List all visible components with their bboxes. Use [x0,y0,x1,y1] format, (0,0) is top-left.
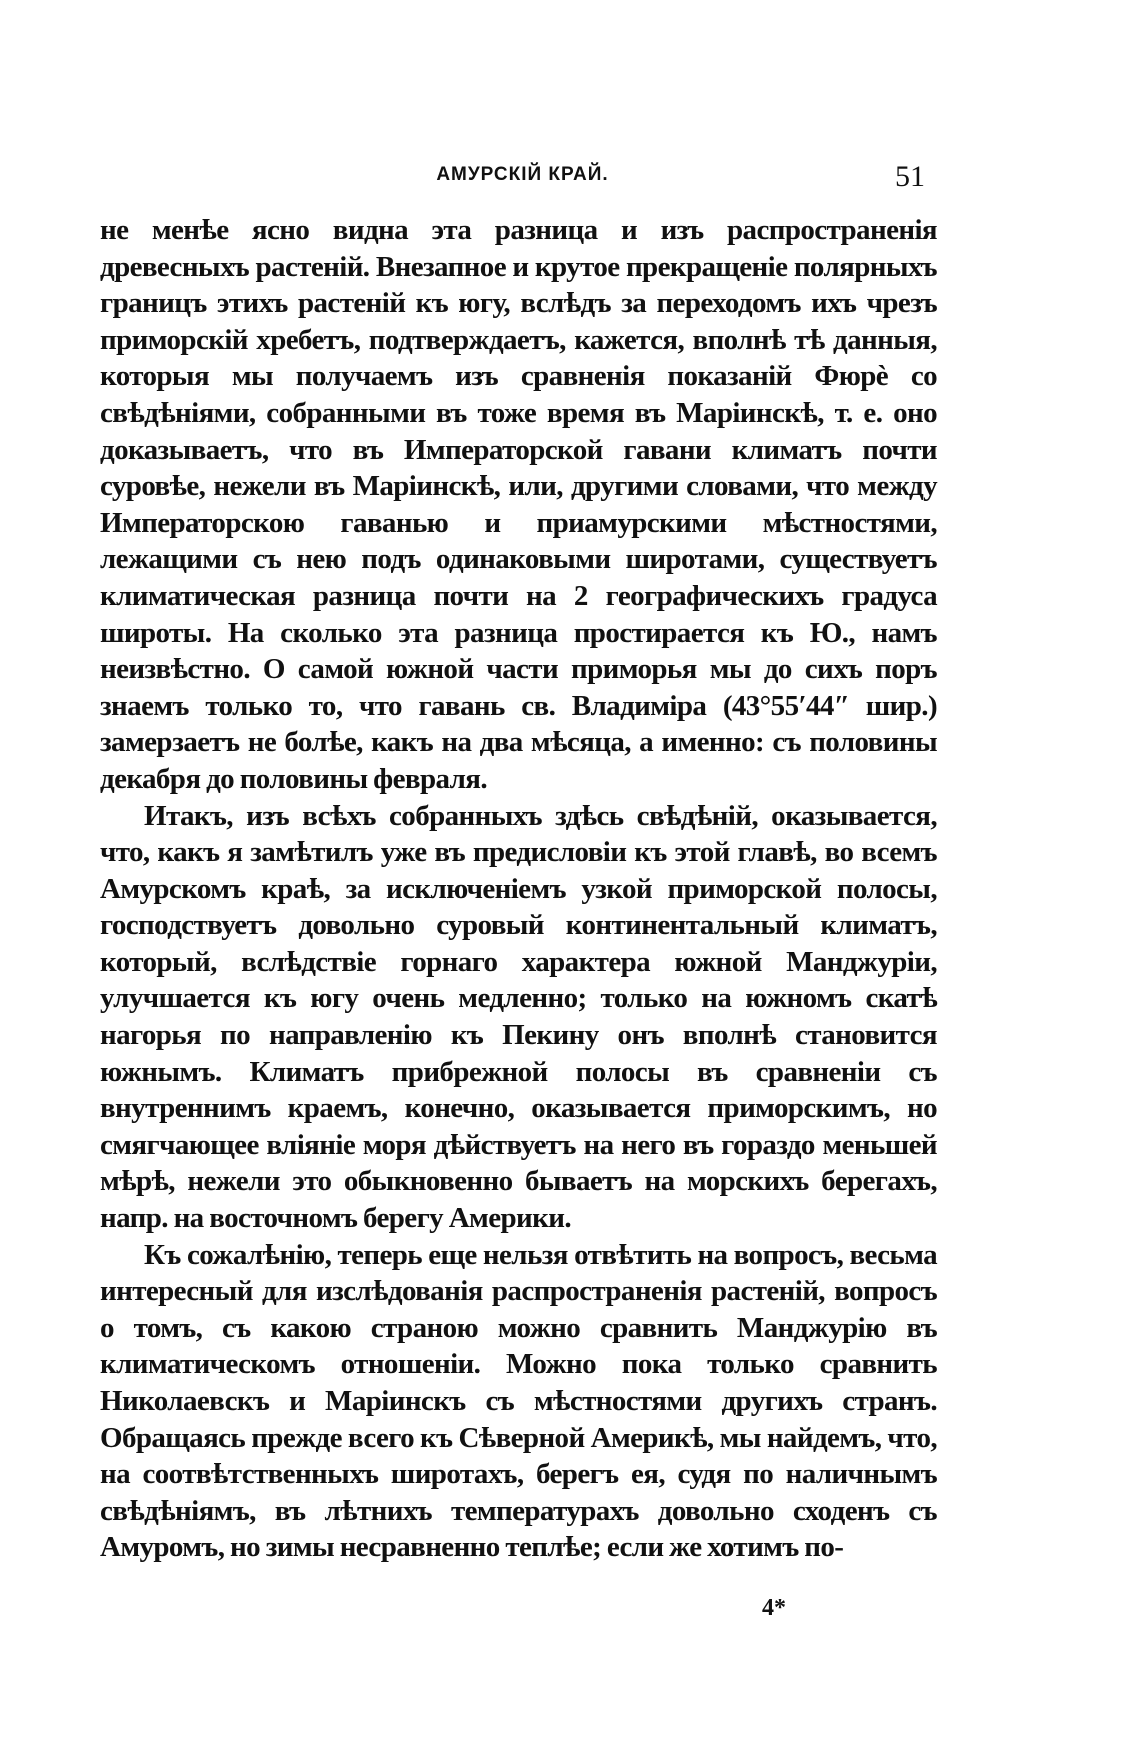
paragraph-2: Итакъ, изъ всѣхъ собранныхъ здѣсь свѣдѣній, оказывается, что, какъ я замѣтилъ уже въ предисловіи къ этой главѣ, во всемъ Амурскомъ краѣ, за исключеніемъ узкой приморской полосы, господствуетъ довольно суровый континентальный климатъ, который, вслѣдствіе горнаго характера южной Манджуріи, улучшается къ югу очень медленно; только на южномъ скатѣ нагорья по направленію къ Пекину онъ вполнѣ становится южнымъ. Климатъ прибрежной полосы въ сравненіи съ внутреннимъ краемъ, конечно, оказывается приморскимъ, но смягчающее вліяніе моря дѣйствуетъ на него въ гораздо меньшей мѣрѣ, нежели это обыкновенно бываетъ на морскихъ берегахъ, напр. на восточномъ берегу Америки. [100,799,937,1235]
signature-mark: 4* [762,1595,786,1621]
paragraph-3: Къ сожалѣнію, теперь еще нельзя отвѣтить на вопросъ, весьма интересный для изслѣдованія распространенія растеній, вопросъ о томъ, съ какою страною можно сравнить Манджурію въ климатическомъ отношеніи. Можно пока только сравнить Николаевскъ и Маріинскъ съ мѣстностями другихъ странъ. Обращаясь прежде всего къ Сѣверной Америкѣ, мы найдемъ, что, на соотвѣтственныхъ широтахъ, берегъ ея, судя по наличнымъ свѣдѣніямъ, въ лѣтнихъ температурахъ довольно сходенъ съ Амуромъ, но зимы несравненно теплѣе; если же хотимъ по- [100,1238,937,1564]
body-text [100,212,937,1566]
page-number: 51 [895,160,925,193]
paragraph-1: не менѣе ясно видна эта разница и изъ распространенія древесныхъ растеній. Внезапное и крутое прекращеніе полярныхъ границъ этихъ растеній къ югу, вслѣдъ за переходомъ ихъ чрезъ приморскій хребетъ, подтверждаетъ, кажется, вполнѣ тѣ данныя, которыя мы получаемъ изъ сравненія показаній Фюрè со свѣдѣніями, собранными въ тоже время въ Маріинскѣ, т. е. оно доказываетъ, что въ Императорской гавани климатъ почти суровѣе, нежели въ Маріинскѣ, или, другими словами, что между Императорскою гаванью и приамурскими мѣстностями, лежащими съ нею подъ одинаковыми широтами, существуетъ климатическая разница почти на 2 географическихъ градуса широты. На сколько эта разница простирается къ Ю., намъ неизвѣстно. О самой южной части приморья мы до сихъ поръ знаемъ только то, что гавань св. Владиміра (43°55′44″ шир.) замерзаетъ не болѣе, какъ на два мѣсяца, а именно: съ половины декабря до половины февраля. [100,214,937,795]
running-title: АМУРСКІЙ КРАЙ. [436,164,609,185]
page-header [100,160,945,200]
